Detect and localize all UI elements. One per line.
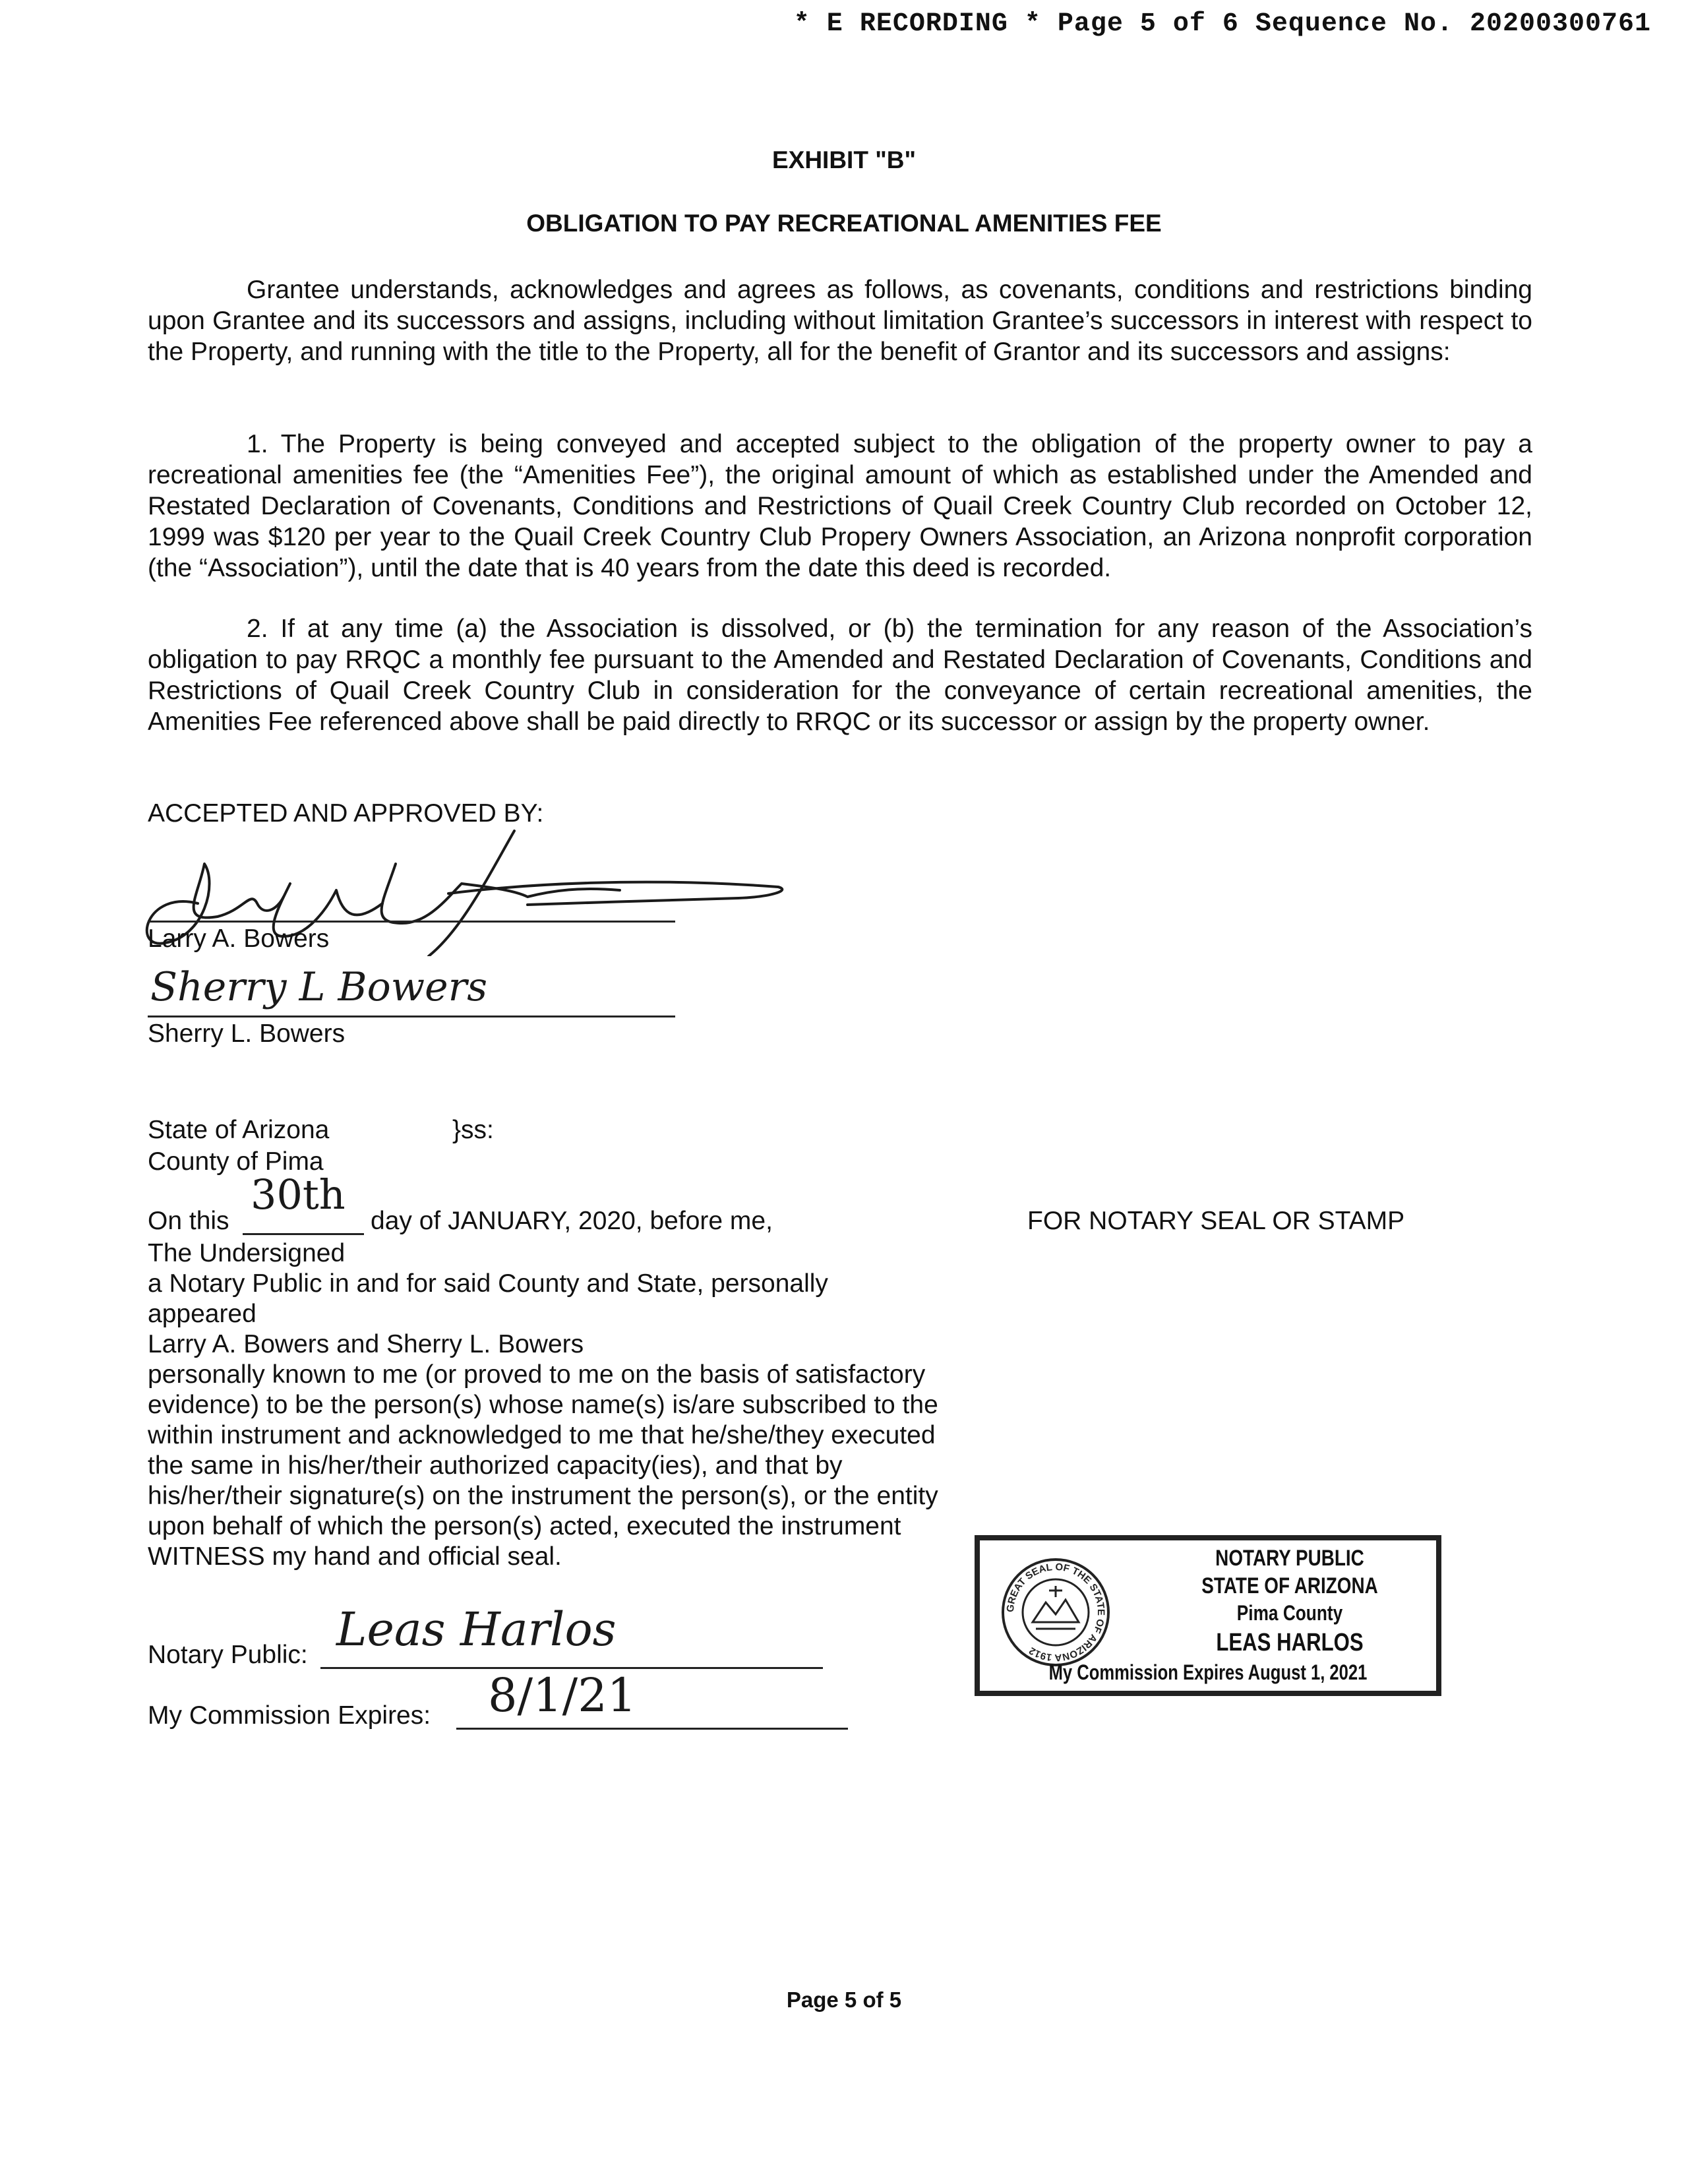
witness-text: WITNESS my hand and official seal. [148,1542,562,1571]
obligation-item-2 [148,613,1532,737]
signature-line-1 [148,921,675,923]
item-2-text: 2. If at any time (a) the Association is dissolved, or (b) the termination for any reason of the Association’s obligation to pay RRQC a monthly fee pursuant to the Amended and Restated Declaration of Covenants, Conditions and Restrictions of Quail Creek Country Club in consideration for the conveyance of certain recreational amenities, the Amenities Fee referenced above shall be paid directly to RRQC or its successor or assign by the property owner. [148,615,1532,736]
signature-line-2 [148,1016,675,1017]
expires-label: My Commission Expires: [148,1701,431,1730]
sherry-signature: Sherry L Bowers [150,964,488,1010]
svg-text:GREAT SEAL OF THE STATE OF ARI [1005,1562,1106,1663]
stamp-line-2: STATE OF ARIZONA [1201,1573,1378,1598]
intro-paragraph [148,274,1532,367]
notary-body [148,1238,952,1572]
seal-placeholder-label: FOR NOTARY SEAL OR STAMP [1027,1207,1405,1235]
day-line [243,1233,364,1235]
accepted-heading: ACCEPTED AND APPROVED BY: [148,799,544,828]
ss-label: }ss: [452,1116,494,1144]
item-1-text: 1. The Property is being conveyed and accepted subject to the obligation of the property owner to pay a recreational amenities fee (the “Amenities Fee”), the original amount of which as established under the Amended and Restated Declaration of Covenants, Conditions and Restrictions of Quail Creek Country Club recorded on October 12, 1999 was $120 per year to the Quail Creek Country Club Propery Owners Association, an Arizona nonprofit corporation (the “Association”), until the date that is 40 years from the date this deed is recorded. [148,430,1532,582]
day-rest: day of JANUARY, 2020, before me, [371,1207,773,1235]
on-this-label: On this [148,1207,229,1235]
stamp-line-5: My Commission Expires August 1, 2021 [1048,1660,1368,1684]
state-seal-icon [1000,1556,1112,1668]
county-label: County of Pima [148,1147,324,1176]
recording-header: * E RECORDING * Page 5 of 6 Sequence No. 20200300761 [793,9,1651,39]
undersigned-text: The Undersigned [148,1239,346,1267]
expires-line [456,1728,848,1730]
acknowledgment-text: personally known to me (or proved to me on the basis of satisfactory evidence) to be the person(s) whose name(s) is/are subscribed to the within instrument and acknowledged to me that he/she/they executed the same in his/her/their authorized capacity(ies), and that by his/her/their signature(s) on the instrument the person(s), or the entity upon behalf of which the person(s) acted, executed the instrument [148,1360,938,1540]
appeared-text: appeared [148,1300,256,1328]
notary-public-label: Notary Public: [148,1641,308,1669]
exhibit-title: EXHIBIT "B" [771,146,917,173]
obligation-title: OBLIGATION TO PAY RECREATIONAL AMENITIES FEE [526,210,1162,237]
day-handwritten: 30th [251,1170,346,1219]
notary-signature: Leas Harlos [336,1602,617,1656]
obligation-item-1 [148,429,1532,584]
intro-text: Grantee understands, acknowledges and agrees as follows, as covenants, conditions and restrictions binding upon Grantee and its successors and assigns, including without limitation Grantee’s successors in interest with respect to the Property, and running with the title to the Property, all for the benefit of Grantor and its successors and assigns: [148,276,1532,366]
notary-public-text: a Notary Public in and for said County and State, personally [148,1269,828,1298]
stamp-line-3: Pima County [1236,1601,1343,1625]
page-footer: Page 5 of 5 [786,1987,902,2012]
appeared-names: Larry A. Bowers and Sherry L. Bowers [148,1330,584,1358]
state-label: State of Arizona [148,1116,330,1144]
expires-handwritten: 8/1/21 [488,1668,637,1722]
signer-2-name: Sherry L. Bowers [148,1019,346,1048]
seal-text: GREAT SEAL OF THE STATE OF ARIZONA 1912 [1004,1561,1107,1664]
notary-stamp [975,1535,1441,1696]
signer-1-name: Larry A. Bowers [148,925,330,953]
stamp-line-4: LEAS HARLOS [1216,1629,1364,1656]
stamp-line-1: NOTARY PUBLIC [1215,1546,1364,1571]
